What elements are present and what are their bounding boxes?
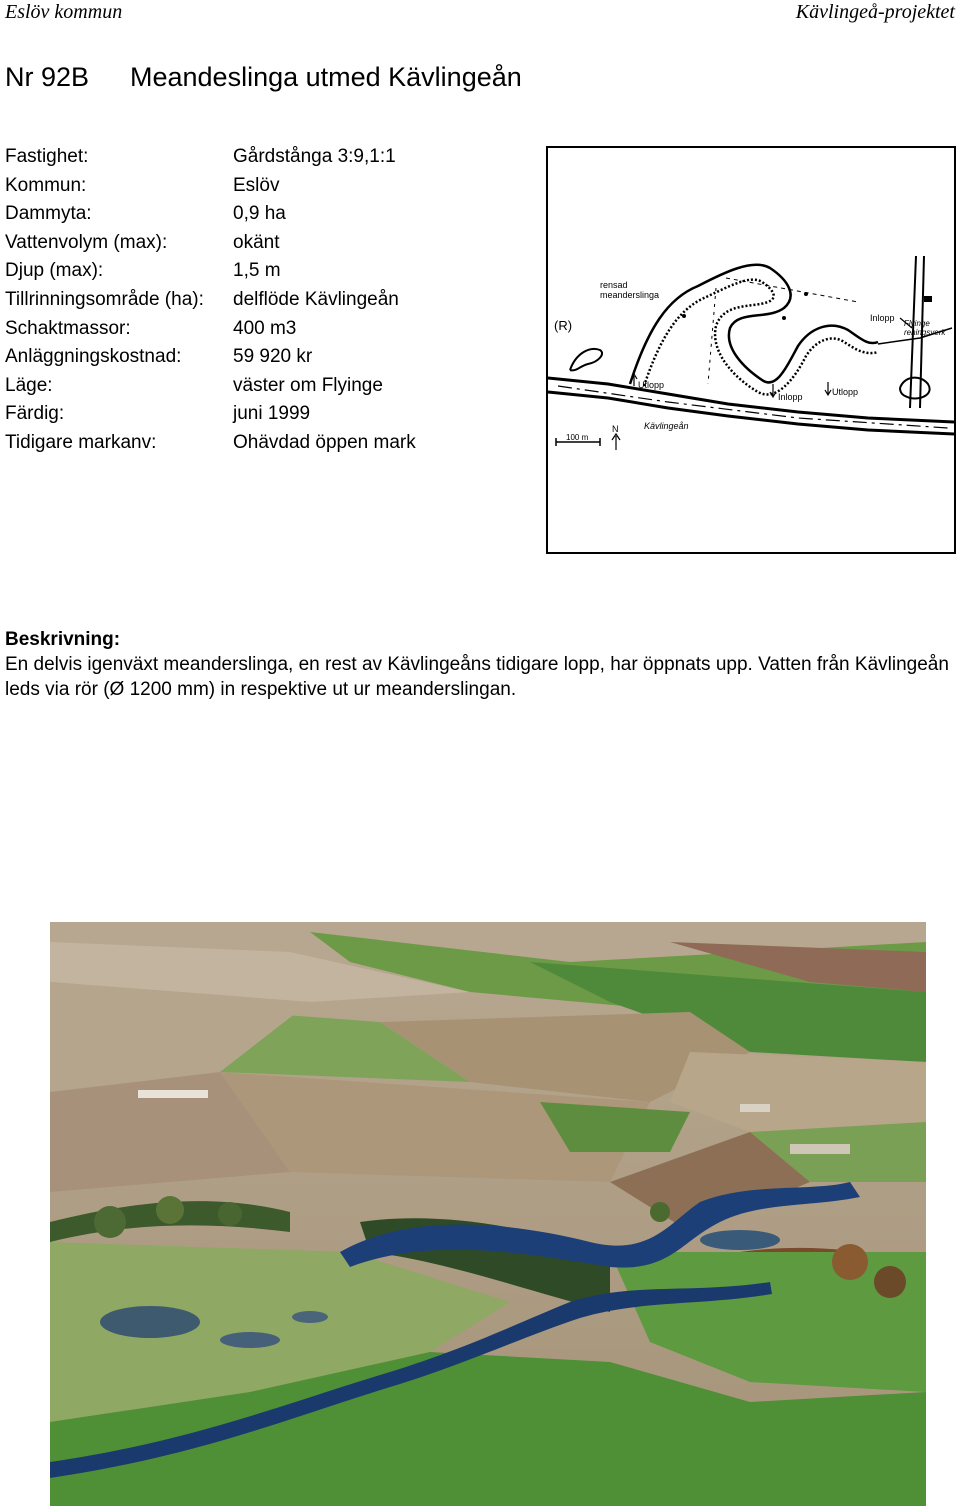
fact-label: Färdig:	[5, 403, 65, 425]
description-heading: Beskrivning:	[5, 629, 121, 650]
utlopp-right-arrow-icon	[825, 382, 831, 395]
fact-label: Läge:	[5, 374, 53, 396]
fact-value: Eslöv	[233, 174, 280, 196]
aerial-photo-illustration	[50, 922, 926, 1506]
fact-value: 59 920 kr	[233, 346, 313, 368]
fact-row	[5, 372, 525, 401]
fact-row	[5, 229, 525, 258]
fact-value: juni 1999	[233, 403, 311, 425]
fact-value: delflöde Kävlingeån	[233, 288, 399, 310]
header-project: Kävlingeå-projektet	[795, 1, 955, 23]
fact-row	[5, 429, 525, 458]
map-label-inlopp-right: Inlopp	[870, 313, 895, 323]
tree-icon	[804, 292, 808, 296]
tree-icon	[782, 316, 786, 320]
map-label-r: (R)	[554, 318, 573, 333]
fact-value: 400 m3	[233, 317, 297, 339]
fact-row	[5, 257, 525, 286]
header-municipality: Eslöv kommun	[5, 1, 123, 23]
map-label-north: N	[612, 424, 619, 434]
fact-row	[5, 200, 525, 229]
map-label-scale: 100 m	[566, 433, 589, 442]
fact-row	[5, 143, 525, 172]
fact-value: väster om Flyinge	[233, 374, 383, 396]
fact-list	[5, 143, 525, 458]
fact-label: Dammyta:	[5, 203, 92, 225]
fact-label: Fastighet:	[5, 146, 89, 167]
fact-row	[5, 286, 525, 315]
reningsverk-pond	[900, 378, 930, 399]
fact-row	[5, 400, 525, 429]
site-map	[546, 146, 956, 554]
tree-icon	[682, 314, 686, 318]
meander-outer	[630, 265, 878, 384]
map-label-reningsverk: reningsverk	[904, 328, 946, 337]
fact-label: Anläggningskostnad:	[5, 346, 182, 368]
fact-label: Tillrinningsområde (ha):	[5, 288, 204, 310]
map-label-inlopp-bottom: Inlopp	[778, 392, 803, 402]
fact-value: okänt	[233, 231, 280, 253]
map-label-flyinge: Flyinge	[904, 319, 930, 328]
map-label-utlopp-left: Utlopp	[638, 380, 665, 390]
fact-label: Vattenvolym (max):	[5, 231, 168, 253]
north-arrow-icon	[612, 434, 620, 450]
map-label-utlopp-right: Utlopp	[832, 387, 859, 397]
fact-row	[5, 315, 525, 344]
description-text: En delvis igenväxt meanderslinga, en rest av Kävlingeåns tidigare lopp, har öppnats upp. Vatten från Kävlingeån leds via rör (Ø 1200 mm) in respektive ut ur meanderslingan.	[5, 654, 949, 700]
map-label-meander: rensad	[600, 280, 628, 290]
river-south-bank	[548, 392, 954, 434]
building-icon	[924, 296, 932, 302]
map-label-river: Kävlingeån	[644, 421, 689, 431]
fact-label: Tidigare markanv:	[5, 431, 157, 453]
fact-value: 0,9 ha	[233, 203, 286, 225]
fact-value: Ohävdad öppen mark	[233, 431, 416, 453]
fact-value: Gårdstånga 3:9,1:1	[233, 146, 396, 167]
fact-label: Djup (max):	[5, 260, 104, 282]
river-north-bank	[548, 378, 954, 422]
aerial-photo	[50, 922, 926, 1506]
fact-value: 1,5 m	[233, 260, 281, 282]
fact-label: Kommun:	[5, 174, 87, 196]
page-title: Meandeslinga utmed Kävlingeån	[130, 62, 522, 92]
fact-label: Schaktmassor:	[5, 317, 131, 339]
map-label-meander: meanderslinga	[600, 290, 660, 300]
inlopp-arrow-icon	[770, 384, 776, 397]
fact-row	[5, 172, 525, 201]
site-map-drawing	[548, 148, 954, 552]
site-number: Nr 92B	[5, 62, 90, 92]
property-line	[726, 278, 858, 302]
fact-row	[5, 343, 525, 372]
small-pond	[570, 349, 602, 370]
